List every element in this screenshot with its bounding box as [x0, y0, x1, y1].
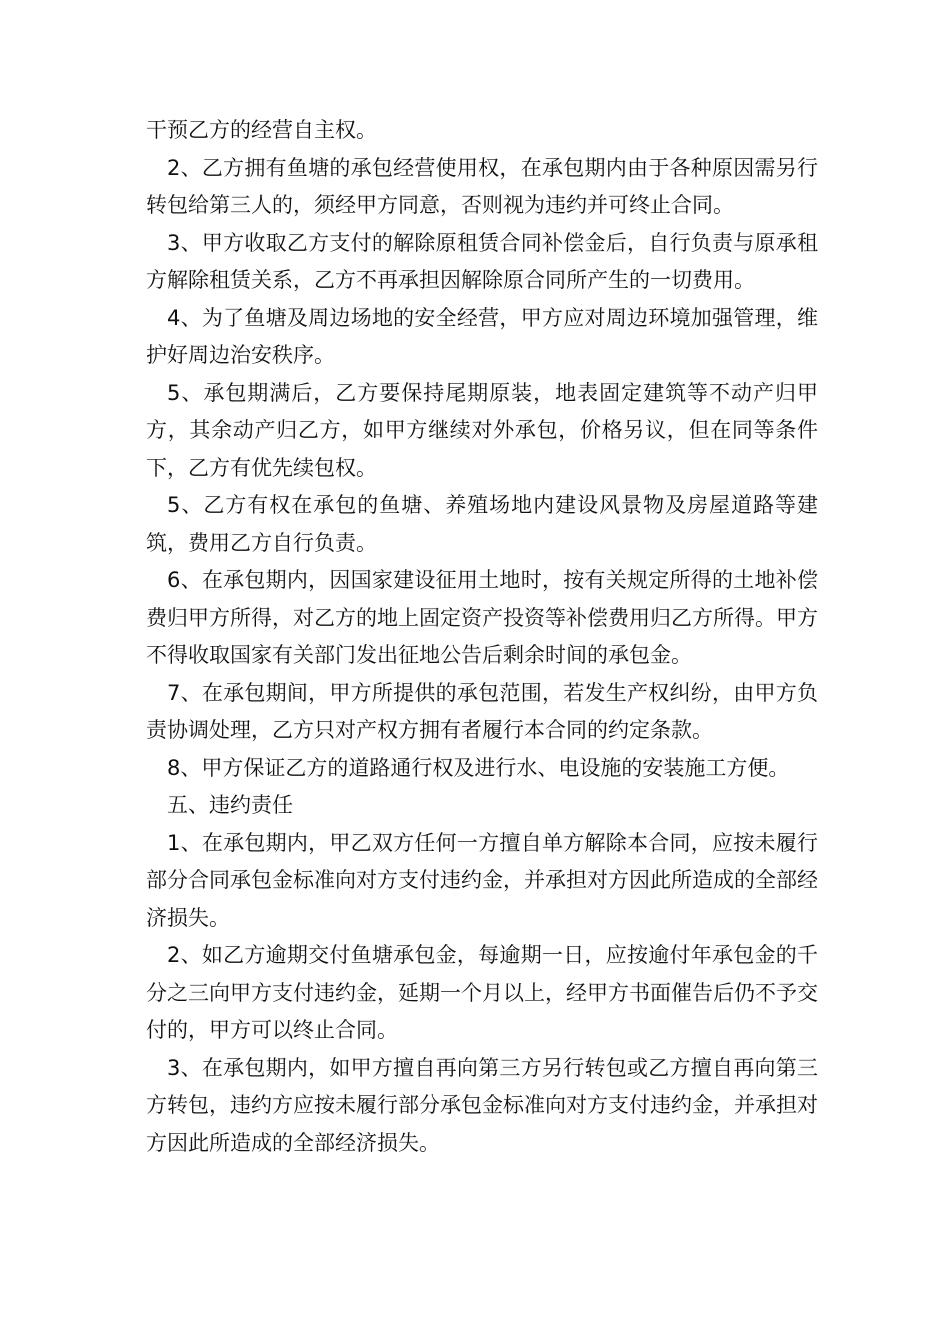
- clause-5-construction-right: 5、乙方有权在承包的鱼塘、养殖场地内建设风景物及房屋道路等建筑，费用乙方自行负责。: [146, 493, 818, 555]
- breach-clause-3-unauthorized-subcontract: 3、在承包期内，如甲方擅自再向第三方另行转包或乙方擅自再向第三方转包，违约方应按未履行部分承包金标准向对方支付违约金，并承担对方因此所造成的全部经济损失。: [146, 1055, 818, 1155]
- clause-5-expiry: 5、承包期满后，乙方要保持尾期原装，地表固定建筑等不动产归甲方，其余动产归乙方，如甲方继续对外承包，价格另议，但在同等条件下，乙方有优先续包权。: [146, 380, 818, 480]
- document-page: [146, 112, 818, 1162]
- breach-clause-2-late-payment: 2、如乙方逾期交付鱼塘承包金，每逾期一日，应按逾付年承包金的千分之三向甲方支付违约金，延期一个月以上，经甲方书面催告后仍不予交付的，甲方可以终止合同。: [146, 943, 818, 1042]
- clause-7-property-dispute: 7、在承包期间，甲方所提供的承包范围，若发生产权纠纷，由甲方负责协调处理，乙方只对产权方拥有者履行本合同的约定条款。: [146, 680, 818, 742]
- clause-3-compensation: 3、甲方收取乙方支付的解除原租赁合同补偿金后，自行负责与原承租方解除租赁关系，乙方不再承担因解除原合同所产生的一切费用。: [146, 230, 818, 292]
- clause-6-land-requisition: 6、在承包期内，因国家建设征用土地时，按有关规定所得的土地补偿费归甲方所得，对乙方的地上固定资产投资等补偿费用归乙方所得。甲方不得收取国家有关部门发出征地公告后剩余时间的承包金。: [146, 568, 818, 667]
- clause-8-access-utilities: 8、甲方保证乙方的道路通行权及进行水、电设施的安装施工方便。: [167, 755, 790, 780]
- clause-4-safety-management: 4、为了鱼塘及周边场地的安全经营，甲方应对周边环境加强管理，维护好周边治安秩序。: [146, 305, 818, 367]
- breach-clause-1-termination: 1、在承包期内，甲乙双方任何一方擅自单方解除本合同，应按未履行部分合同承包金标准向对方支付违约金，并承担对方因此所造成的全部经济损失。: [146, 830, 818, 930]
- clause-2-subcontract-right: 2、乙方拥有鱼塘的承包经营使用权，在承包期内由于各种原因需另行转包给第三人的，须经甲方同意，否则视为违约并可终止合同。: [146, 155, 818, 217]
- section-heading-breach-liability: 五、违约责任: [167, 793, 293, 817]
- paragraph-continuation: 干预乙方的经营自主权。: [146, 118, 377, 142]
